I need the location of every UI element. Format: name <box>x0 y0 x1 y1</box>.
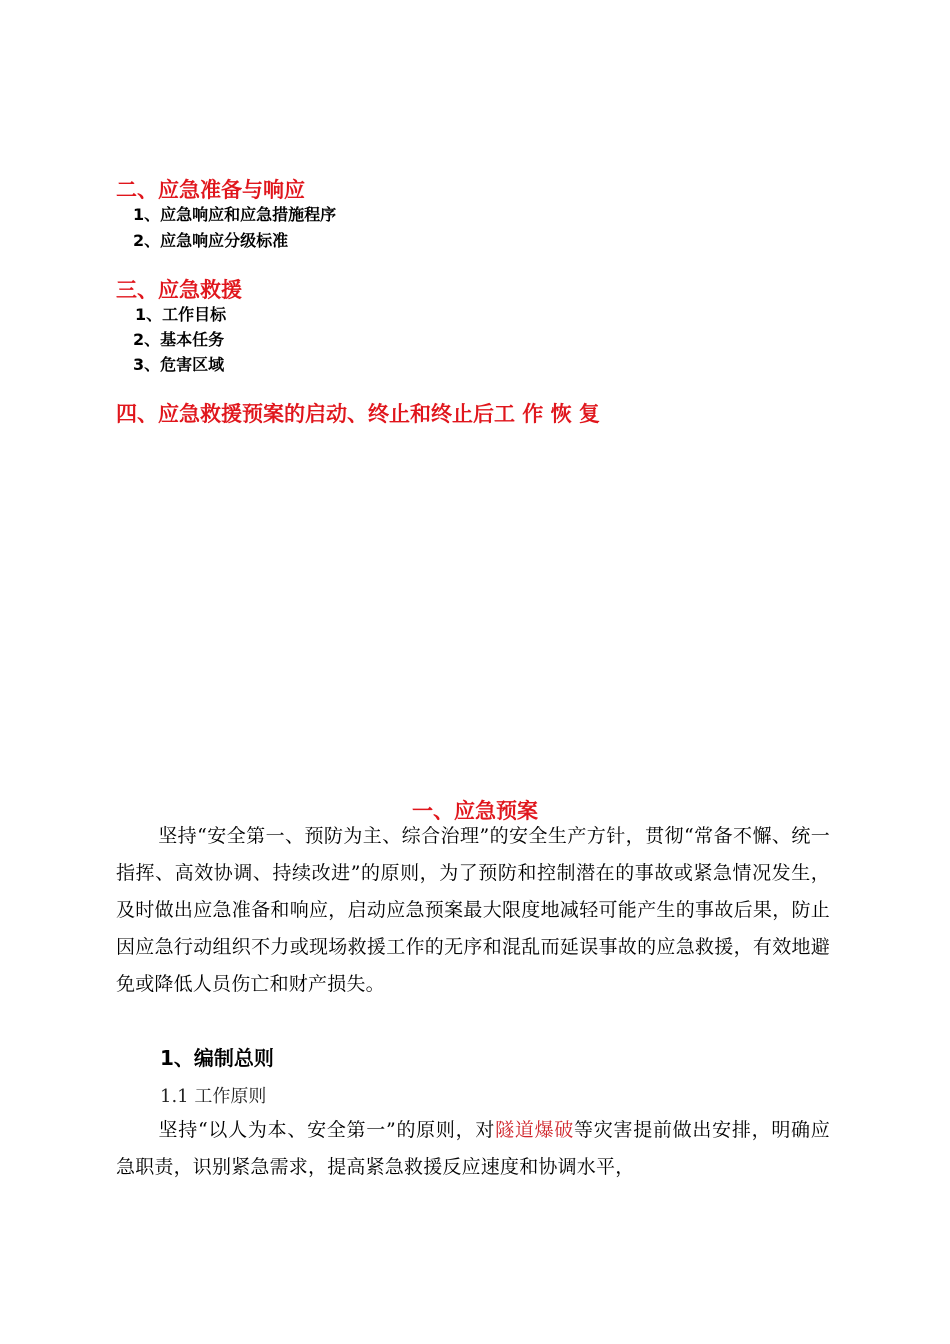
toc-item-2-1: 1、应急响应和应急措施程序 <box>133 205 337 224</box>
principle-paragraph <box>116 1112 830 1186</box>
principle-text-after: 等灾害提前做出安排，明确应急职责，识别紧急需求，提高紧急救援反应速度和协调水平， <box>116 1119 830 1178</box>
principle-text-before: 坚持“以人为本、安全第一”的原则，对 <box>158 1119 496 1141</box>
toc-item-2-2: 2、应急响应分级标准 <box>133 231 289 250</box>
toc-section-2-title: 二、应急准备与响应 <box>116 178 305 202</box>
toc-section-3-title: 三、应急救援 <box>116 278 242 302</box>
intro-text: 坚持“安全第一、预防为主、综合治理”的安全生产方针，贯彻“常备不懈、统一指挥、高效协调、持续改进”的原则，为了预防和控制潜在的事故或紧急情况发生，及时做出应急准备和响应，启动应急预案最大限度地减轻可能产生的事故后果，防止因应急行动组织不力或现场救援工作的无序和混乱而延误事故的应急救援，有效地避免或降低人员伤亡和财产损失。 <box>116 825 830 995</box>
principle-highlight: 隧道爆破 <box>495 1119 575 1141</box>
toc-item-3-3: 3、危害区域 <box>133 355 225 374</box>
toc-item-3-2: 2、基本任务 <box>133 330 225 349</box>
document-title: 一、应急预案 <box>412 799 538 823</box>
toc-item-3-1: 1、工作目标 <box>135 305 227 324</box>
toc-section-4-title: 四、应急救援预案的启动、终止和终止后工 作 恢 复 <box>116 402 600 426</box>
section-1-heading: 1、编制总则 <box>160 1046 274 1070</box>
subsection-1-1-heading: 1.1 工作原则 <box>160 1086 267 1107</box>
intro-paragraph <box>116 818 830 1003</box>
